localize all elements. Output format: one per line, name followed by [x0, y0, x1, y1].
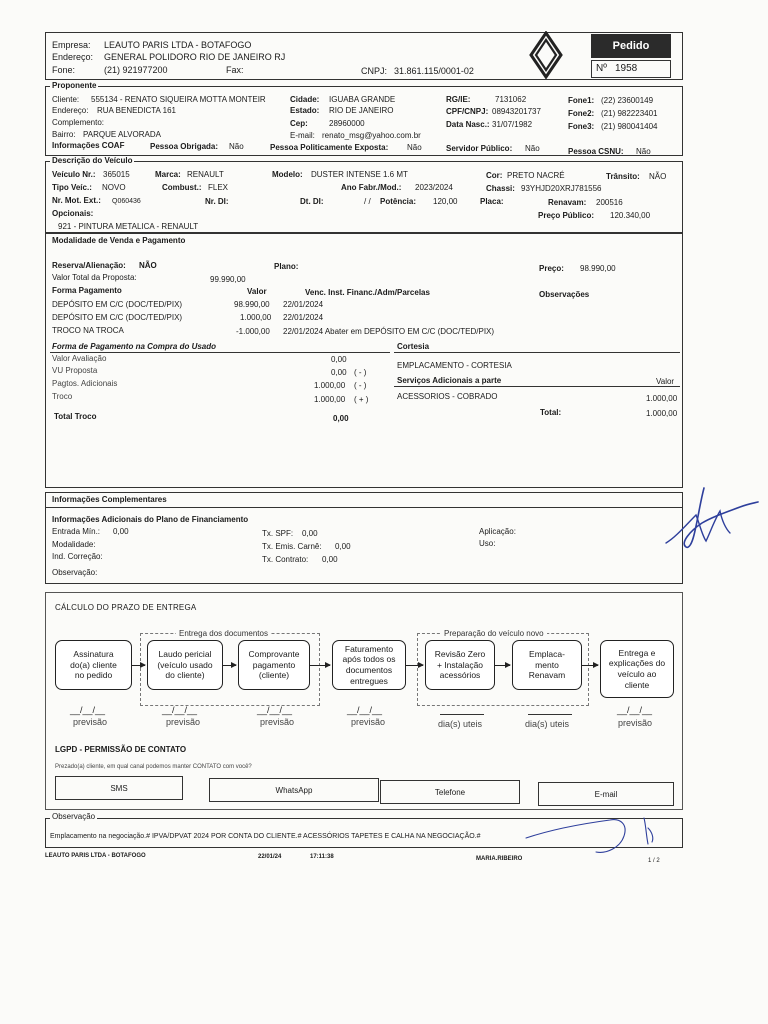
- flow-arrow: [582, 665, 598, 666]
- combust-value: FLEX: [208, 183, 229, 192]
- mot-value: Q060436: [112, 198, 141, 205]
- pagamento-row-forma: DEPÓSITO EM C/C (DOC/TED/PIX): [52, 313, 183, 322]
- fax-label: Fax:: [226, 65, 244, 75]
- fone3-label: Fone3:: [568, 122, 595, 131]
- mot-label: Nr. Mot. Ext.:: [52, 196, 101, 205]
- servicos-divider: [394, 386, 680, 387]
- lgpd-telefone-checkbox[interactable]: Telefone: [380, 780, 520, 804]
- rgie-value: 7131062: [495, 95, 527, 104]
- dias-label: dia(s) uteis: [438, 719, 483, 729]
- fone2-value: (21) 982223401: [601, 109, 658, 118]
- usado-row-sign: ( - ): [354, 368, 367, 377]
- plano-fin-title: Informações Adicionais do Plano de Financiamento: [52, 515, 249, 524]
- fone-value: (21) 921977200: [104, 65, 168, 75]
- usado-row-label: Pagtos. Adicionais: [52, 379, 118, 388]
- flow-arrow: [495, 665, 510, 666]
- previsao-label: previsão: [351, 717, 386, 727]
- pedido-number: 1958: [615, 63, 638, 74]
- contrato-label: Tx. Contrato:: [262, 555, 309, 564]
- cnpj-label: CNPJ:: [361, 66, 388, 76]
- modalidade-label: Modalidade:: [52, 540, 96, 549]
- bairro-value: PARQUE ALVORADA: [83, 130, 161, 139]
- usado-title: Forma de Pagamento na Compra do Usado: [52, 342, 217, 351]
- placa-label: Placa:: [480, 197, 504, 206]
- cep-value: 28960000: [329, 119, 365, 128]
- col-venc: Venc. Inst. Financ./Adm/Parcelas: [305, 288, 430, 297]
- previsao-label: previsão: [260, 717, 295, 727]
- servicos-total-value: 1.000,00: [646, 409, 678, 418]
- preco-publico-label: Preço Público:: [538, 211, 595, 220]
- total-proposta-label: Valor Total da Proposta:: [52, 273, 137, 282]
- step-revisao: Revisão Zero + Instalação acessórios: [425, 640, 495, 690]
- dtdi-label: Dt. DI:: [300, 197, 324, 206]
- potencia-label: Potência:: [380, 197, 417, 206]
- date-mask: __/__/__: [257, 705, 293, 715]
- csnu-label: Pessoa CSNU:: [568, 147, 624, 156]
- lgpd-title: LGPD - PERMISSÃO DE CONTATO: [55, 745, 187, 754]
- pagamento-title: Modalidade de Venda e Pagamento: [52, 236, 186, 245]
- cor-value: PRETO NACRÉ: [507, 171, 565, 180]
- usado-row-label: VU Proposta: [52, 366, 98, 375]
- transito-label: Trânsito:: [606, 172, 640, 181]
- plano-label: Plano:: [274, 262, 299, 271]
- observacao-inline-label: Observação:: [52, 568, 98, 577]
- entrada-value: 0,00: [113, 527, 129, 536]
- servico-item: ACESSORIOS - COBRADO: [397, 392, 498, 401]
- fone-label: Fone:: [52, 65, 76, 75]
- date-mask: __/__/__: [70, 705, 106, 715]
- veiculo-title: Descrição do Veículo: [52, 156, 133, 165]
- date-mask: __/__/__: [162, 705, 198, 715]
- endereco-cliente-value: RUA BENEDICTA 161: [97, 106, 176, 115]
- usado-row-valor: 0,00: [331, 368, 347, 377]
- modelo-label: Modelo:: [272, 170, 303, 179]
- endereco-label: Endereço:: [52, 52, 94, 62]
- ano-value: 2023/2024: [415, 183, 453, 192]
- cidade-label: Cidade:: [290, 95, 320, 104]
- opcional-item: 921 - PINTURA METALICA - RENAULT: [58, 222, 199, 231]
- previsao-label: previsão: [73, 717, 108, 727]
- complemento-label: Complemento:: [52, 118, 105, 127]
- step-emplacamento: Emplaca- mento Renavam: [512, 640, 582, 690]
- step-assinatura: Assinatura do(a) cliente no pedido: [55, 640, 132, 690]
- usado-row-label: Valor Avaliação: [52, 354, 107, 363]
- cor-label: Cor:: [486, 171, 503, 180]
- date-mask: __/__/__: [617, 705, 653, 715]
- aplicacao-label: Aplicação:: [479, 527, 516, 536]
- cortesia-divider: [394, 352, 680, 353]
- marca-value: RENAULT: [187, 170, 224, 179]
- prazo-title: CÁLCULO DO PRAZO DE ENTREGA: [55, 603, 197, 612]
- usado-row-valor: 1.000,00: [314, 381, 346, 390]
- chassi-label: Chassi:: [486, 184, 515, 193]
- coaf-label: Informações COAF: [52, 141, 125, 150]
- veiculo-nr-label: Veículo Nr.:: [52, 170, 96, 179]
- cortesia-item: EMPLACAMENTO - CORTESIA: [397, 361, 512, 370]
- col-obs: Observações: [539, 290, 590, 299]
- email-value: renato_msg@yahoo.com.br: [322, 131, 421, 140]
- cep-label: Cep:: [290, 119, 308, 128]
- flow-arrow: [223, 665, 236, 666]
- lgpd-whatsapp-checkbox[interactable]: WhatsApp: [209, 778, 379, 802]
- reserva-label: Reserva/Alienação:: [52, 261, 126, 270]
- carne-value: 0,00: [335, 542, 351, 551]
- bairro-label: Bairro:: [52, 130, 76, 139]
- veiculo-nr-value: 365015: [103, 170, 130, 179]
- cidade-value: IGUABA GRANDE: [329, 95, 396, 104]
- total-proposta-value: 99.990,00: [210, 275, 246, 284]
- flow-arrow: [132, 665, 145, 666]
- previsao-label: previsão: [166, 717, 201, 727]
- step-entrega: Entrega e explicações do veículo ao cliente: [600, 640, 674, 698]
- nasc-value: 31/07/1982: [492, 120, 533, 129]
- lgpd-question: Prezado(a) cliente, em qual canal podemos manter CONTATO com você?: [55, 764, 252, 770]
- tipo-value: NOVO: [102, 183, 126, 192]
- carne-label: Tx. Emis. Carnê:: [262, 542, 322, 551]
- pep-label: Pessoa Politicamente Exposta:: [270, 143, 389, 152]
- fone3-value: (21) 980041404: [601, 122, 658, 131]
- servicos-total-label: Total:: [540, 408, 562, 417]
- dias-label: dia(s) uteis: [525, 719, 570, 729]
- spf-value: 0,00: [302, 529, 318, 538]
- cpf-value: 08943201737: [492, 107, 541, 116]
- previsao-label: previsão: [618, 718, 653, 728]
- usado-row-sign: ( + ): [354, 395, 369, 404]
- dias-line: [440, 714, 484, 715]
- correcao-label: Ind. Correção:: [52, 552, 103, 561]
- entrada-label: Entrada Mín.:: [52, 527, 101, 536]
- renavam-label: Renavam:: [548, 198, 587, 207]
- dtdi-value: / /: [364, 197, 371, 206]
- pagamento-row-venc: 22/01/2024: [283, 300, 324, 309]
- endereco-value: GENERAL POLIDORO RIO DE JANEIRO RJ: [104, 52, 286, 62]
- pedido-title: Pedido: [591, 34, 671, 58]
- preco-publico-value: 120.340,00: [610, 211, 651, 220]
- complementares-title: Informações Complementares: [52, 495, 167, 504]
- marca-label: Marca:: [155, 170, 181, 179]
- renault-logo: [528, 31, 564, 79]
- uso-label: Uso:: [479, 539, 496, 548]
- pagamento-row-venc: 22/01/2024: [283, 313, 324, 322]
- cliente-label: Cliente:: [52, 95, 80, 104]
- endereco-cliente-label: Endereço:: [52, 106, 89, 115]
- total-troco-label: Total Troco: [54, 412, 97, 421]
- footer-date: 22/01/24: [258, 854, 282, 860]
- servicos-title: Serviços Adicionais a parte: [397, 376, 502, 385]
- pagamento-row-forma: DEPÓSITO EM C/C (DOC/TED/PIX): [52, 300, 183, 309]
- di-label: Nr. DI:: [205, 197, 229, 206]
- empresa-label: Empresa:: [52, 40, 91, 50]
- usado-divider: [50, 352, 390, 353]
- footer-user: MARIA.RIBEIRO: [476, 856, 523, 862]
- step-comprovante: Comprovante pagamento (cliente): [238, 640, 310, 690]
- footer-company: LEAUTO PARIS LTDA - BOTAFOGO: [45, 853, 146, 859]
- servidor-label: Servidor Público:: [446, 144, 513, 153]
- col-valor: Valor: [247, 287, 267, 296]
- preco-value: 98.990,00: [580, 264, 616, 273]
- spf-label: Tx. SPF:: [262, 529, 294, 538]
- complementares-divider: [45, 507, 683, 508]
- modelo-value: DUSTER INTENSE 1.6 MT: [311, 170, 408, 179]
- renavam-value: 200516: [596, 198, 623, 207]
- empresa-value: LEAUTO PARIS LTDA - BOTAFOGO: [104, 40, 252, 50]
- pedido-no-label: Nº: [596, 63, 607, 74]
- flow-arrow: [310, 665, 330, 666]
- servico-valor: 1.000,00: [646, 394, 678, 403]
- preco-label: Preço:: [539, 264, 564, 273]
- handwritten-signature: [650, 485, 760, 555]
- footer-time: 17:11:38: [310, 854, 334, 860]
- complementares-box: [45, 492, 683, 584]
- chassi-value: 93YHJD20XRJ781556: [521, 184, 602, 193]
- opcionais-label: Opcionais:: [52, 209, 94, 218]
- usado-row-sign: ( - ): [354, 381, 367, 390]
- group-documentos-title: Entrega dos documentos: [176, 629, 271, 638]
- estado-value: RIO DE JANEIRO: [329, 106, 394, 115]
- cortesia-title: Cortesia: [397, 342, 430, 351]
- potencia-value: 120,00: [433, 197, 458, 206]
- proponente-title: Proponente: [52, 81, 97, 90]
- combust-label: Combust.:: [162, 183, 202, 192]
- fone1-value: (22) 23600149: [601, 96, 654, 105]
- estado-label: Estado:: [290, 106, 320, 115]
- fone2-label: Fone2:: [568, 109, 595, 118]
- reserva-value: NÃO: [139, 261, 157, 270]
- pagamento-row-valor: 98.990,00: [234, 300, 270, 309]
- usado-row-label: Troco: [52, 392, 73, 401]
- date-mask: __/__/__: [347, 705, 383, 715]
- cliente-value: 555134 - RENATO SIQUEIRA MOTTA MONTEIR: [91, 95, 266, 104]
- cpf-label: CPF/CNPJ:: [446, 107, 489, 116]
- observacao-title: Observação: [52, 812, 96, 821]
- transito-value: NÃO: [649, 172, 667, 181]
- handwritten-scribble: [520, 808, 670, 862]
- dias-line: [528, 714, 572, 715]
- step-faturamento: Faturamento após todos os documentos entregues: [332, 640, 406, 690]
- step-laudo: Laudo pericial (veículo usado do cliente): [147, 640, 223, 690]
- tipo-label: Tipo Veíc.:: [52, 183, 92, 192]
- flow-arrow: [406, 665, 423, 666]
- ano-label: Ano Fabr./Mod.:: [341, 183, 402, 192]
- csnu-value: Não: [636, 147, 651, 156]
- group-preparacao-title: Preparação do veículo novo: [441, 629, 547, 638]
- obrigada-value: Não: [229, 142, 244, 151]
- observacao-text: Emplacamento na negociação.# IPVA/DPVAT 2024 POR CONTA DO CLIENTE.# ACESSÓRIOS TAPETES E CALHA NA NEGOCIAÇÃO.#: [50, 833, 481, 840]
- pagamento-row-valor: 1.000,00: [240, 313, 272, 322]
- pep-value: Não: [407, 143, 422, 152]
- usado-row-valor: 1.000,00: [314, 395, 346, 404]
- usado-row-valor: 0,00: [331, 355, 347, 364]
- nasc-label: Data Nasc.:: [446, 120, 490, 129]
- contrato-value: 0,00: [322, 555, 338, 564]
- pagamento-row-forma: TROCO NA TROCA: [52, 326, 124, 335]
- col-forma: Forma Pagamento: [52, 286, 122, 295]
- footer-page: 1 / 2: [648, 858, 660, 864]
- rgie-label: RG/IE:: [446, 95, 471, 104]
- email-label: E-mail:: [290, 131, 315, 140]
- servidor-value: Não: [525, 144, 540, 153]
- cnpj-value: 31.861.115/0001-02: [394, 66, 474, 76]
- pagamento-row-venc: 22/01/2024 Abater em DEPÓSITO EM C/C (DOC/TED/PIX): [283, 327, 495, 336]
- obrigada-label: Pessoa Obrigada:: [150, 142, 219, 151]
- servicos-valor-col: Valor: [656, 377, 675, 386]
- fone1-label: Fone1:: [568, 96, 595, 105]
- lgpd-sms-checkbox[interactable]: SMS: [55, 776, 183, 800]
- total-troco-value: 0,00: [333, 414, 349, 423]
- pagamento-row-valor: -1.000,00: [236, 327, 270, 336]
- lgpd-email-checkbox[interactable]: E-mail: [538, 782, 674, 806]
